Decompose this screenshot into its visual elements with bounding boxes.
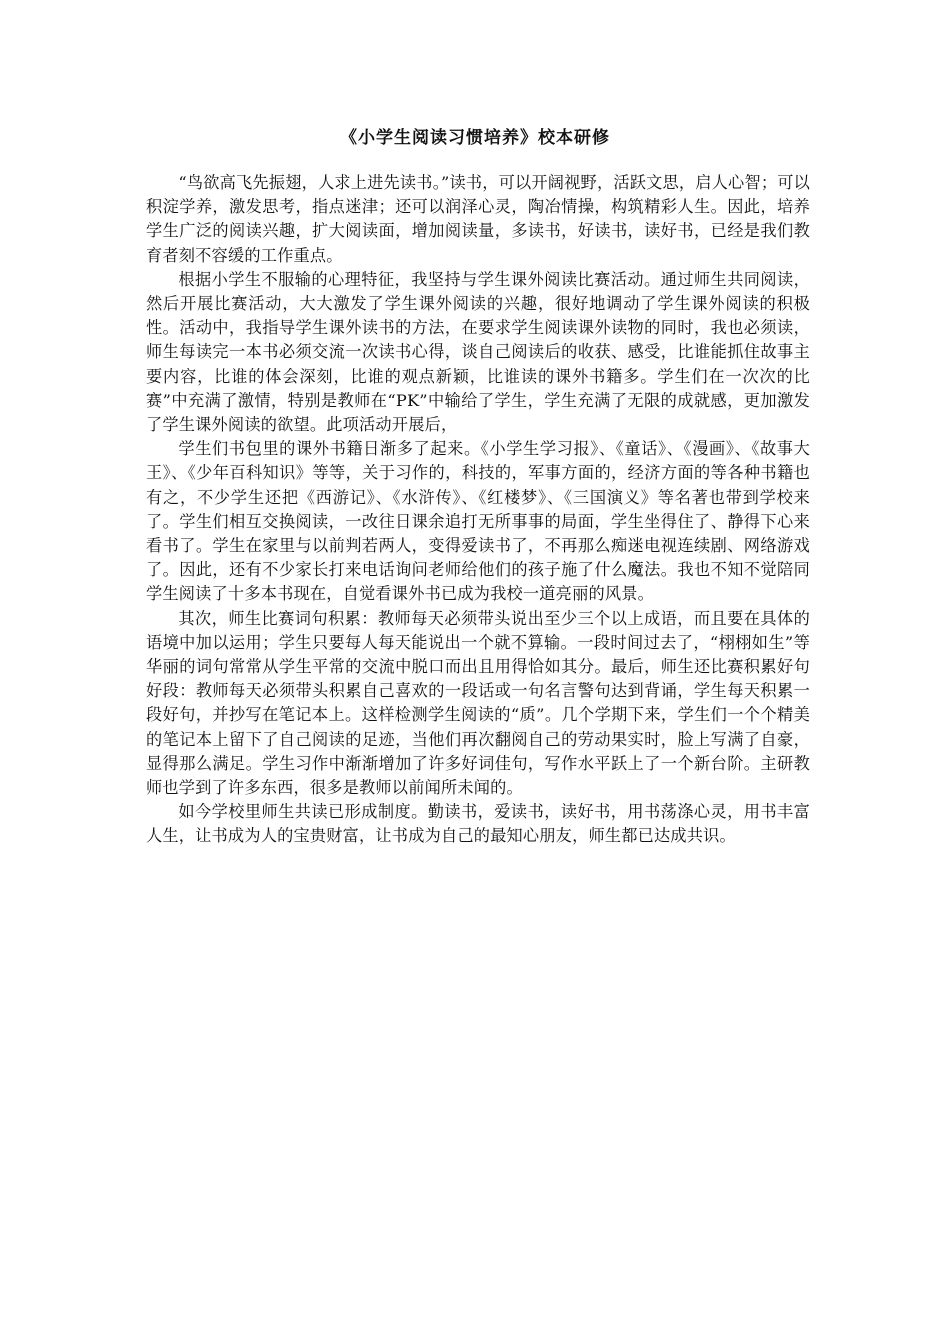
document-body [146, 171, 810, 849]
paragraph-conclusion: 如今学校里师生共读已形成制度。勤读书，爱读书，读好书，用书荡涤心灵，用书丰富人生，让书成为人的宝贵财富，让书成为自己的最知心朋友，师生都已达成共识。 [146, 802, 810, 846]
paragraph-intro: “鸟欲高飞先振翅，人求上进先读书。”读书，可以开阔视野，活跃文思，启人心智；可以积淀学养，激发思考，指点迷津；还可以润泽心灵，陶冶情操，构筑精彩人生。因此，培养学生广泛的阅读兴趣，扩大阅读面，增加阅读量，多读书，好读书，读好书，已经是我们教育者刻不容缓的工作重点。 [146, 173, 810, 265]
document-title: 《小学生阅读习惯培养》校本研修 [340, 128, 610, 148]
paragraph-competition: 根据小学生不服输的心理特征，我坚持与学生课外阅读比赛活动。通过师生共同阅读，然后开展比赛活动，大大激发了学生课外阅读的兴趣，很好地调动了学生课外阅读的积极性。活动中，我指导学生课外读书的方法，在要求学生阅读课外读物的同时，我也必须读，师生每读完一本书必须交流一次读书心得，谈自己阅读后的收获、感受，比谁能抓住故事主要内容，比谁的体会深刻，比谁的观点新颖，比谁读的课外书籍多。学生们在一次次的比赛”中充满了激情，特别是教师在“PK”中输给了学生，学生充满了无限的成就感，更加激发了学生课外阅读的欲望。此项活动开展后， [146, 269, 810, 435]
paragraph-accumulation: 其次，师生比赛词句积累：教师每天必须带头说出至少三个以上成语，而且要在具体的语境中加以运用；学生只要每人每天能说出一个就不算输。一段时间过去了，“栩栩如生”等华丽的词句常常从学生平常的交流中脱口而出且用得恰如其分。最后，师生还比赛积累好句好段：教师每天必须带头积累自己喜欢的一段话或一句名言警句达到背诵，学生每天积累一段好句，并抄写在笔记本上。这样检测学生阅读的“质”。几个学期下来，学生们一个个精美的笔记本上留下了自己阅读的足迹，当他们再次翻阅自己的劳动果实时，脸上写满了自豪，显得那么满足。学生习作中渐渐增加了许多好词佳句，写作水平跃上了一个新台阶。主研教师也学到了许多东西，很多是教师以前闻所未闻的。 [146, 608, 810, 798]
paragraph-books: 学生们书包里的课外书籍日渐多了起来。《小学生学习报》、《童话》、《漫画》、《故事大王》、《少年百科知识》等等，关于习作的，科技的，军事方面的，经济方面的等各种书籍也有之，不少学生还把《西游记》、《水浒传》、《红楼梦》、《三国演义》等名著也带到学校来了。学生们相互交换阅读，一改往日课余追打无所事事的局面，学生坐得住了、静得下心来看书了。学生在家里与以前判若两人，变得爱读书了，不再那么痴迷电视连续剧、网络游戏了。因此，还有不少家长打来电话询问老师给他们的孩子施了什么魔法。我也不知不觉陪同学生阅读了十多本书现在，自觉看课外书已成为我校一道亮丽的风景。 [146, 439, 810, 604]
